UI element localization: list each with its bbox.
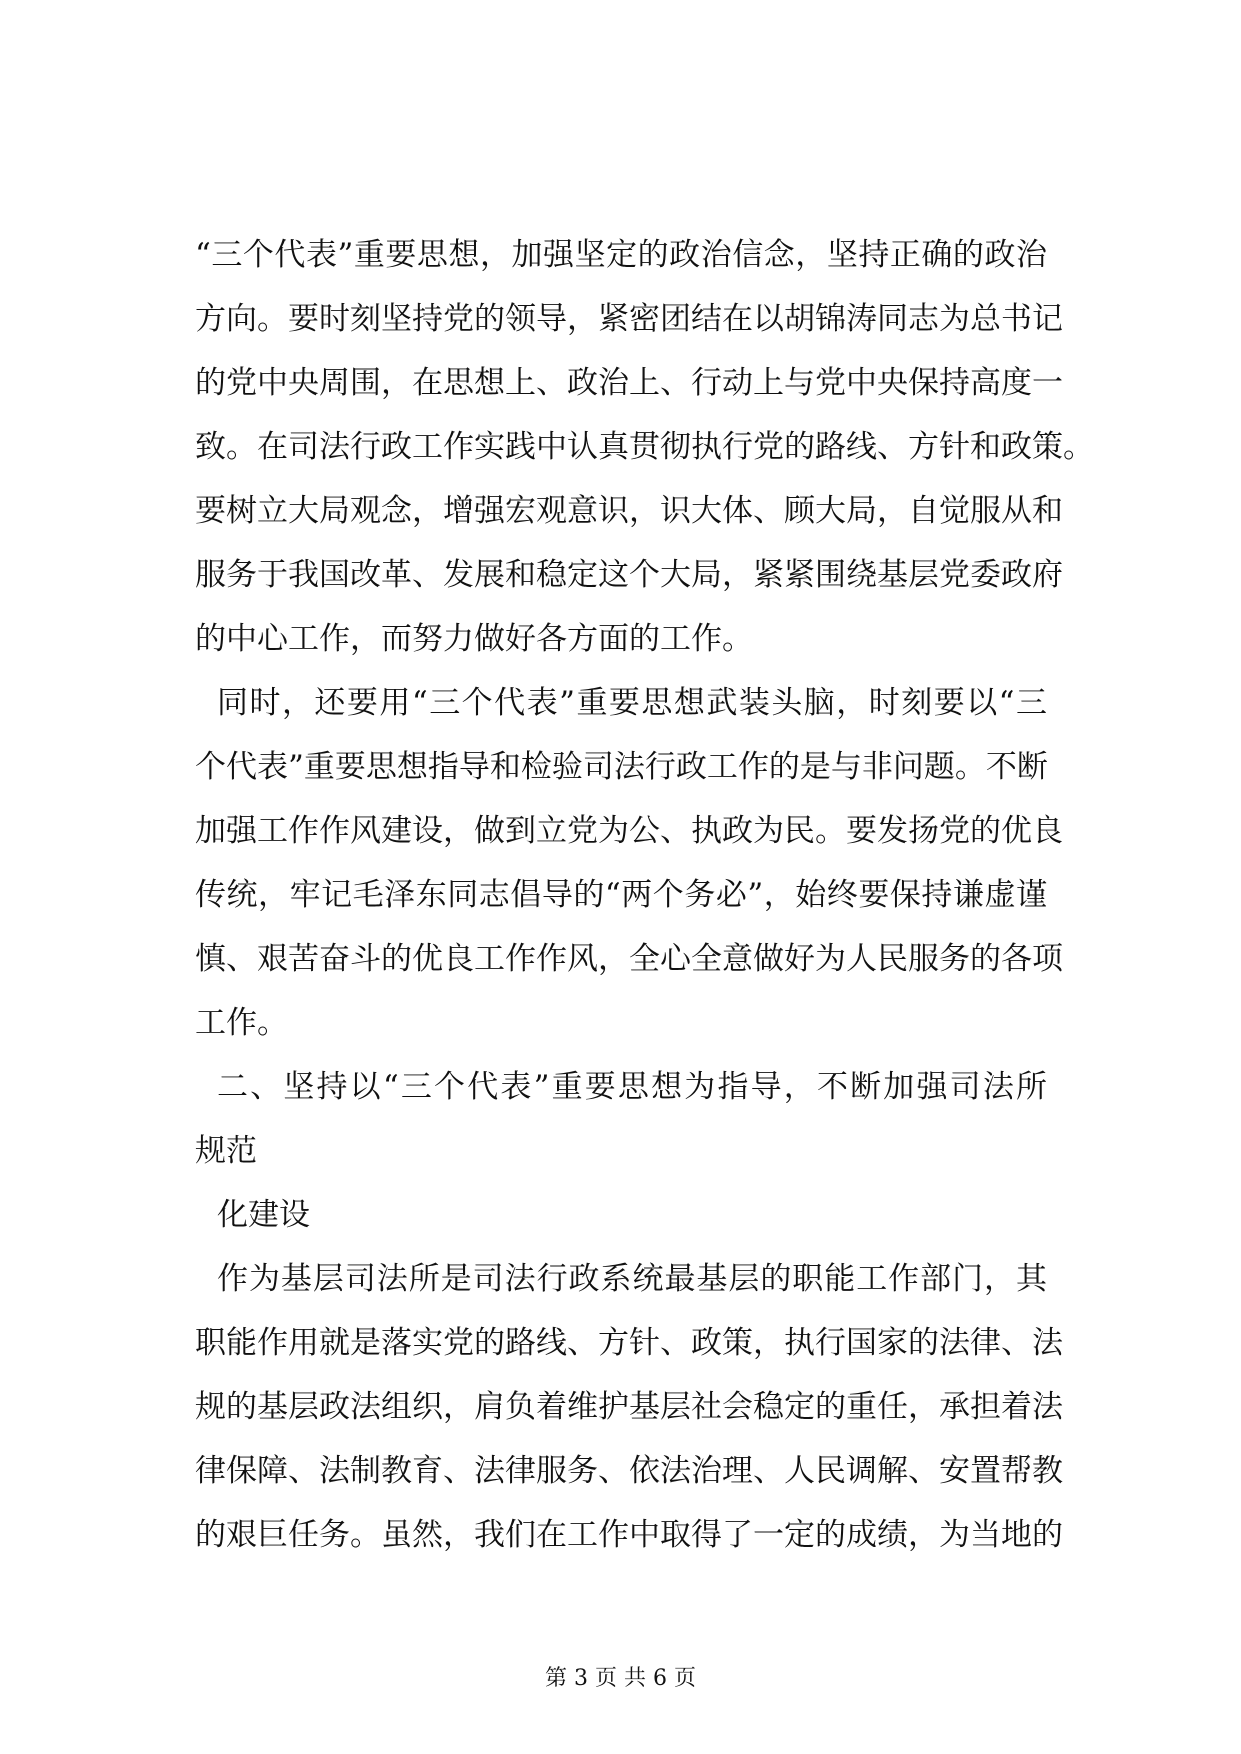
text-line: 化建设 xyxy=(217,1197,310,1233)
text-line: 加强工作作风建设，做到立党为公、执政为民。要发扬党的优良 xyxy=(195,813,1063,849)
text-line: 要树立大局观念，增强宏观意识，识大体、顾大局，自觉服从和 xyxy=(195,493,1063,529)
text-line: 的中心工作，而努力做好各方面的工作。 xyxy=(195,621,753,657)
text-line: 职能作用就是落实党的路线、方针、政策，执行国家的法律、法 xyxy=(195,1325,1063,1361)
text-line: 规的基层政法组织，肩负着维护基层社会稳定的重任，承担着法 xyxy=(195,1389,1063,1425)
text-line: “三个代表”重要思想，加强坚定的政治信念，坚持正确的政治 xyxy=(195,237,1047,273)
text-line: 慎、艰苦奋斗的优良工作作风，全心全意做好为人民服务的各项 xyxy=(195,941,1063,977)
document-body xyxy=(195,233,1094,1577)
text-line: 的艰巨任务。虽然，我们在工作中取得了一定的成绩，为当地的 xyxy=(195,1517,1063,1553)
text-line: 二、坚持以“三个代表”重要思想为指导，不断加强司法所 xyxy=(217,1069,1047,1105)
text-line: 致。在司法行政工作实践中认真贯彻执行党的路线、方针和政策。 xyxy=(195,429,1094,465)
text-line: 传统，牢记毛泽东同志倡导的“两个务必”，始终要保持谦虚谨 xyxy=(195,877,1047,913)
page-footer: 第 3 页 共 6 页 xyxy=(545,1666,696,1691)
text-line: 方向。要时刻坚持党的领导，紧密团结在以胡锦涛同志为总书记 xyxy=(195,301,1063,337)
text-line: 作为基层司法所是司法行政系统最基层的职能工作部门，其 xyxy=(217,1261,1047,1297)
text-line: 律保障、法制教育、法律服务、依法治理、人民调解、安置帮教 xyxy=(195,1453,1063,1489)
text-line: 服务于我国改革、发展和稳定这个大局，紧紧围绕基层党委政府 xyxy=(195,557,1063,593)
text-line: 的党中央周围，在思想上、政治上、行动上与党中央保持高度一 xyxy=(195,365,1063,401)
text-line: 工作。 xyxy=(195,1005,288,1041)
text-line: 同时，还要用“三个代表”重要思想武装头脑，时刻要以“三 xyxy=(217,685,1047,721)
text-line: 个代表”重要思想指导和检验司法行政工作的是与非问题。不断 xyxy=(195,749,1048,785)
text-line: 规范 xyxy=(195,1133,257,1169)
